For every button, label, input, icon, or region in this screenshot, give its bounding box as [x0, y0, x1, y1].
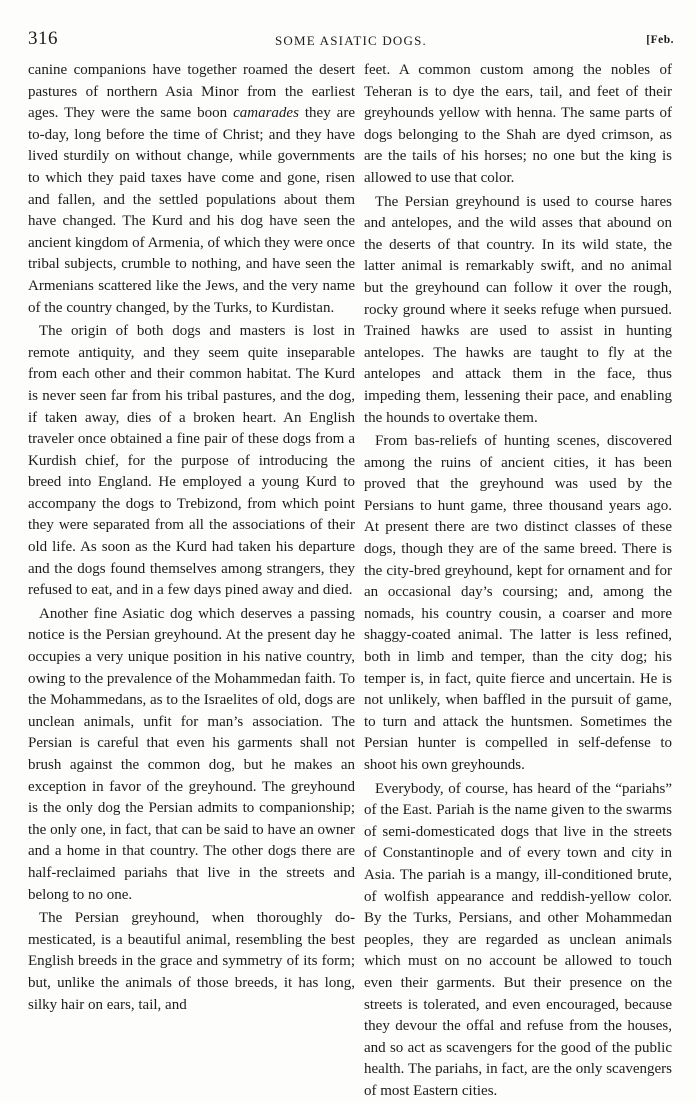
text-run: Another fine Asiatic dog which deserves a passing notice is the Persian greyhound. At the present day he occupies a very unique position in his native country, owing to the prevalence of the Mohammedan faith. To the Mohammedans, as to the Israelites of old, dogs are unclean animals, unfit for man’s association. The Persian is careful that even his garments shall not brush against the common dog, but he makes an exception in favor of the greyhound. The greyhound is the only dog the Persian admits to companionship; the only one, in fact, that can be said to have an owner and a home in that country. The other dogs there are half-reclaimed pariahs that live in the streets and belong to no one.	[28, 605, 355, 903]
text-run: they are to-day, long before the time of Christ; and they have lived sturdily on without change, while governments to which they paid taxes have come and gone, risen and fallen, and the settled populations about them have changed. The Kurd and his dog have seen the ancient kingdom of Armenia, of which they were once tribal subjects, crumble to nothing, and have seen the Armenians scattered like the Jews, and the very name of the country changed, by the Turks, to Kurdistan.	[28, 105, 355, 316]
paragraph	[28, 604, 355, 906]
paragraph	[28, 321, 355, 602]
running-title: SOME ASIATIC DOGS.	[275, 33, 427, 48]
right-column	[364, 60, 672, 1103]
paragraph	[364, 192, 672, 430]
text-run: The Persian greyhound is used to course hares and antelopes, and the wild asses that abound on the deserts of that country. In its wild state, the latter animal is remarkably swift, and no animal but the greyhound can follow it over the rough, rocky ground where it seeks refuge when pursued. Trained hawks are used to assist in hunting antelopes. The hawks are taught to fly at the antelopes and attack them in the face, thus impeding them, lessening their pace, and enabling the hounds to overtake them.	[364, 193, 672, 426]
text-run: canine companions have together roamed the desert pastures of northern Asia Minor from the earliest ages. They were the same boon	[28, 62, 355, 122]
text-run: From bas-reliefs of hunting scenes, discovered among the ruins of ancient cities, it has been proved that the greyhound was used by the Persians to hunt game, three thousand years ago. At present there are two distinct classes of these dogs, though they are of the same breed. There is the city-bred greyhound, kept for ornament and for an occasional day’s coursing; and, among the nomads, his country cousin, a coarser and more shaggy-coated animal. The latter is less refined, both in limb and temper, than the city dog; his temper is, in fact, quite fierce and uncertain. He is not unlikely, when baffled in the pursuit of game, to turn and attack the huntsmen. Sometimes the Persian hunter is compelled in self-defense to shoot his own greyhounds.	[364, 433, 672, 773]
left-column	[28, 60, 355, 1103]
text-run: The Persian greyhound, when thoroughly domesticated, is a beautiful animal, resembling the best English breeds in the grace and symmetry of its form; but, unlike the animals of those breeds, it has long, silky hair on ears, tail, and	[28, 910, 355, 1013]
paragraph	[364, 431, 672, 777]
italic-text: camarades	[233, 105, 299, 122]
text-columns	[28, 60, 672, 1103]
running-header	[28, 28, 674, 56]
running-date: [Feb.	[646, 34, 674, 46]
paragraph	[364, 779, 672, 1103]
paragraph	[28, 60, 355, 319]
paragraph	[364, 60, 672, 190]
text-run: feet. A common custom among the nobles of Teheran is to dye the ears, tail, and feet of their greyhounds yellow with henna. The same parts of dogs belonging to the Shah are dyed crimson, as are the tails of his horses; no one but the king is allowed to use that color.	[364, 62, 672, 186]
page-number: 316	[28, 28, 58, 49]
text-run: Everybody, of course, has heard of the “pariahs” of the East. Pariah is the name given to the swarms of semi-domesticated dogs that live in the streets of Constantinople and of every town and city in Asia. The pariah is a mangy, ill-conditioned brute, of wolfish appearance and reddish-yellow color. By the Turks, Persians, and other Mohammedan peoples, they are regarded as unclean animals which must on no account be allowed to touch even their garments. But their presence on the streets is tolerated, and even encouraged, because they devour the offal and refuse from the houses, and so act as scavengers for the good of the public health. The pariahs, in fact, are the only scavengers of most Eastern cities.	[364, 780, 672, 1099]
text-run: The origin of both dogs and masters is lost in remote antiquity, and they seem quite inseparable from each other and their common habitat. The Kurd is never seen far from his tribal pastures, and the dog, if taken away, dies of a broken heart. An English traveler once obtained a fine pair of these dogs from a Kurdish chief, for the purpose of introducing the breed into England. He employed a young Kurd to accompany the dogs to Trebizond, from which point they were separated from all the associations of their old life. As soon as the Kurd had taken his departure and the dogs found themselves among strangers, they refused to eat, and in a few days pined away and died.	[28, 323, 355, 599]
